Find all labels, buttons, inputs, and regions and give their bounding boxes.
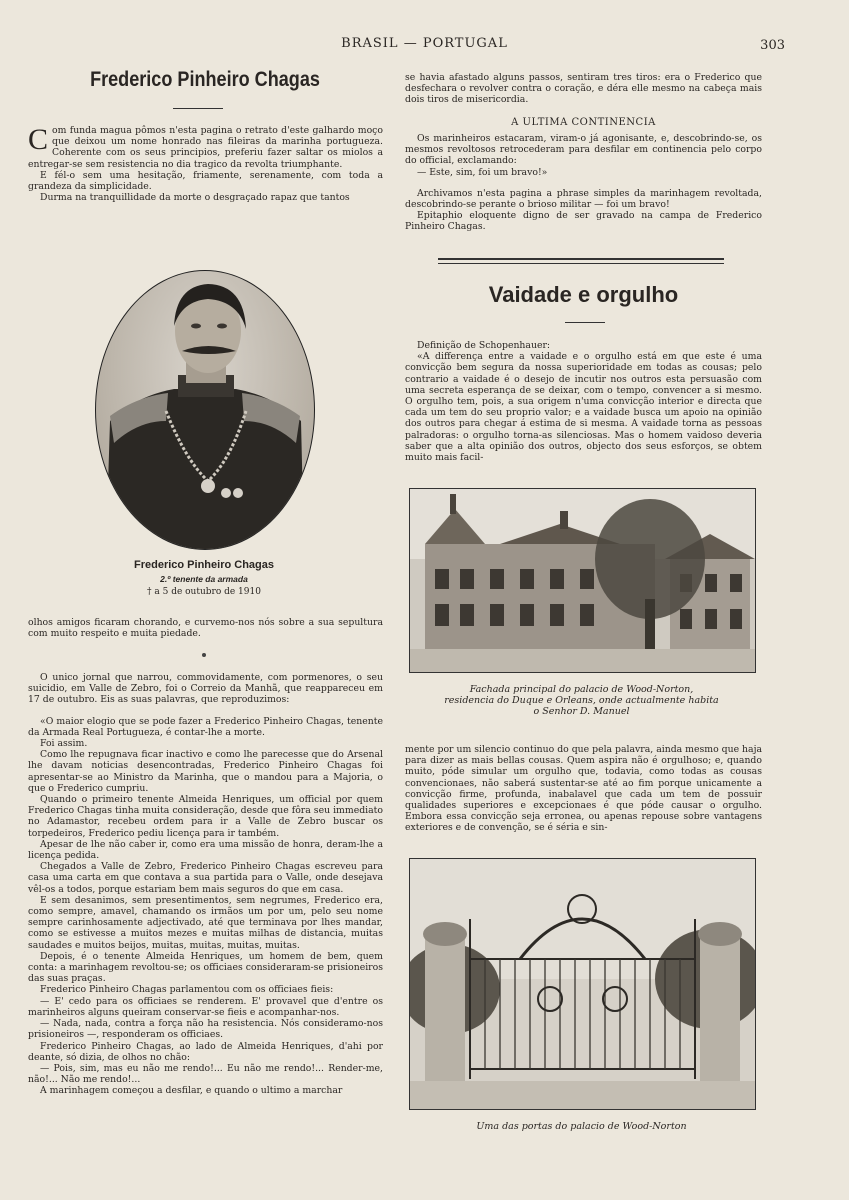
article-intro bbox=[28, 125, 383, 203]
drop-cap: C bbox=[28, 123, 49, 156]
intro-para-3: Durma na tranquillidade da morte o desgraçado rapaz que tantos bbox=[40, 192, 350, 204]
vaidade-continued bbox=[405, 744, 762, 834]
body-para: — E' cedo para os officiaes se renderem. E' provavel que d'entre os marinheiros alguns queiram conservar-se fieis e acompanhar-nos. bbox=[28, 995, 383, 1018]
palace-gate-image bbox=[410, 859, 755, 1109]
body-para: Quando o primeiro tenente Almeida Henriques, um official por quem Frederico Chagas tinha muita consideração, desde que fôra seu immediato no Adamastor, recebeu ordem para ir a Valle de Zebro buscar os torpedeiros, Frederico pediu licença para ir também. bbox=[28, 794, 383, 839]
portrait-caption-date: † a 5 de outubro de 1910 bbox=[147, 587, 261, 597]
palace-gate-photo bbox=[409, 858, 756, 1110]
vaidade-para-2: mente por um silencio continuo do que pela palavra, ainda mesmo que haja para dizer as mais bellas cousas. Quem aspira não é orgulhoso; e, quando muito, póde simular um orgulho que, todavia, como todas as cousas convencionaes, não saberá sustentar-se até ao fim porque unicamente a convicção firme, profunda, inabalavel que cada um tem de possuir qualidades superiores e excepcionaes é que póde causar o orgulho. Embora essa convicção seja erronea, ou apenas repouse sobre vantagens exteriores e de convenção, se é séria e sin- bbox=[405, 744, 762, 834]
intro-para-1: om funda magua pômos n'esta pagina o retrato d'este galhardo moço que deixou um nome honrado nas fileiras da marinha portugueza. Coherente com os seus principios, preferiu fazer saltar os miolos a entregar-se sem resistencia no dia tragico da revolta triumphante. bbox=[28, 125, 383, 170]
body-para: Chegados a Valle de Zebro, Frederico Pinheiro Chagas escreveu para casa uma carta em que contava a sua partida para o Valle, onde desejava vêl-os a todos, porque estariam bem mais seguros do que em casa. bbox=[28, 861, 383, 895]
section-heading: A ULTIMA CONTINENCIA bbox=[511, 117, 656, 128]
caption-line: Fachada principal do palacio de Wood-Norton, bbox=[469, 684, 694, 695]
section-dot bbox=[202, 653, 206, 657]
body-para: Frederico Pinheiro Chagas parlamentou com os officiaes fieis: bbox=[40, 984, 334, 996]
portrait-frame bbox=[95, 270, 315, 550]
article-title-chagas: Frederico Pinheiro Chagas bbox=[90, 68, 320, 91]
body-para: Frederico Pinheiro Chagas, ao lado de Almeida Henriques, d'ahi por deante, só dizia, de olhos no chão: bbox=[28, 1040, 383, 1063]
body-para: O unico jornal que narrou, commovidamente, com pormenores, o seu suicidio, em Valle de Zebro, foi o Correio da Manhã, que reappareceu em 17 de outubro. Eis as suas palavras, que reproduzimos: bbox=[28, 672, 383, 706]
palace-gate-caption: Uma das portas do palacio de Wood-Norton bbox=[476, 1121, 687, 1132]
intro-para-2: E fél-o sem uma hesitação, friamente, serenamente, com toda a grandeza da simplicidade. bbox=[28, 169, 383, 193]
page-number: 303 bbox=[760, 38, 785, 53]
vaidade-intro bbox=[405, 340, 762, 463]
body-para: Como lhe repugnava ficar inactivo e como lhe parecesse que do Arsenal lhe davam noticias desencontradas, Frederico Pinheiro Chagas foi apresentar-se ao Ministro da Marinha, que o mandou para a Majoria, o que o Frederico cumpriu. bbox=[28, 749, 383, 794]
body-para: Apesar de lhe não caber ir, como era uma missão de honra, deram-lhe a licença pedida. bbox=[28, 838, 383, 862]
body-para: Foi assim. bbox=[40, 738, 88, 750]
continencia-para: Os marinheiros estacaram, viram-o já agonisante, e, descobrindo-se, os mesmos revoltosos retrocederam para desfilar em continencia pelo corpo do official, exclamando: bbox=[405, 133, 762, 167]
vaidade-label: Definição de Schopenhauer: bbox=[417, 340, 551, 351]
body-para: A marinhagem começou a desfilar, e quando o ultimo a marchar bbox=[40, 1085, 343, 1097]
closing-para: Epitaphio eloquente digno de ser gravado na campa de Frederico Pinheiro Chagas. bbox=[405, 210, 762, 233]
portrait-caption-name: Frederico Pinheiro Chagas bbox=[134, 559, 274, 571]
article-body bbox=[28, 672, 383, 1097]
palace-facade-caption bbox=[409, 684, 754, 717]
vaidade-para-1: «A differença entre a vaidade e o orgulho está em que este é uma convicção bem segura da nossa superioridade em todas as cousas; pelo contrario a vaidade é o desejo de incutir nos outros esta persuasão com uma secreta esperança de se deixar, com o tempo, convencer a si mesmo. O orgulho tem, pois, a sua origem n'uma convicção interior e directa que cada um tem do seu proprio valor; e a vaidade busca um apoio na opinião dos outros para chegar á estima de si mesma. A vaidade torna as pessoas palradoras: o orgulho torna-as silenciosas. Mas o homem vaidoso deveria saber que a alta opinião dos outros, objecto dos seus esforços, se obtem muito mais facil- bbox=[405, 351, 762, 464]
body-para: — Nada, nada, contra a força não ha resistencia. Nós consideramo-nos prisioneiros —, responderam os officiaes. bbox=[28, 1018, 383, 1041]
title-rule bbox=[173, 108, 223, 109]
body-para: — Pois, sim, mas eu não me rendo!... Eu não me rendo!... Render-me, não!... Não me rendo!... bbox=[28, 1062, 383, 1086]
body-para: Depois, é o tenente Almeida Henriques, um homem de bem, quem conta: a marinhagem revoltou-se; os officiaes consideraram-se prisioneiros das suas praças. bbox=[28, 950, 383, 985]
caption-line: o Senhor D. Manuel bbox=[533, 706, 630, 717]
body-para: «O maior elogio que se pode fazer a Frederico Pinheiro Chagas, tenente da Armada Real Portugueza, é contar-lhe a morte. bbox=[28, 715, 383, 738]
after-portrait-text bbox=[28, 617, 383, 639]
portrait-caption-rank: 2.º tenente da armada bbox=[160, 574, 248, 584]
closing-para: Archivamos n'esta pagina a phrase simples da marinhagem revoltada, descobrindo-se perante o brioso militar — foi um bravo! bbox=[405, 187, 762, 211]
caption-line: residencia do Duque e Orleans, onde actualmente habita bbox=[444, 695, 719, 706]
article-separator bbox=[438, 258, 724, 264]
continencia-text bbox=[405, 133, 762, 233]
body-para: E sem desanimos, sem presentimentos, sem negrumes, Frederico era, como sempre, amavel, chamando os irmãos um por um, pelo seu nome sempre carinhosamente adjectivado, até que terminava por lhes mandar, como se estivesse a muitos mezes e muitas milhas de distancia, muitas saudades e muitos beijos, muitas, muitas, muitas, muitas. bbox=[28, 894, 383, 951]
title-rule bbox=[565, 322, 605, 323]
portrait-image bbox=[96, 271, 314, 549]
palace-facade-photo bbox=[409, 488, 756, 673]
running-header: BRASIL — PORTUGAL bbox=[341, 36, 508, 51]
article-title-vaidade: Vaidade e orgulho bbox=[488, 282, 679, 307]
palace-facade-image bbox=[410, 489, 755, 672]
continuation-para: se havia afastado alguns passos, sentiram tres tiros: era o Frederico que desfechara o revolver contra o coração, e déra elle mesmo na cabeça mais dois tiros de misericordia. bbox=[405, 72, 762, 106]
continencia-para: — Este, sim, foi um bravo!» bbox=[417, 166, 548, 178]
after-portrait-para: olhos amigos ficaram chorando, e curvemo-nos nós sobre a sua sepultura com muito respeito e muita piedade. bbox=[28, 617, 383, 640]
continuation-text bbox=[405, 72, 762, 106]
